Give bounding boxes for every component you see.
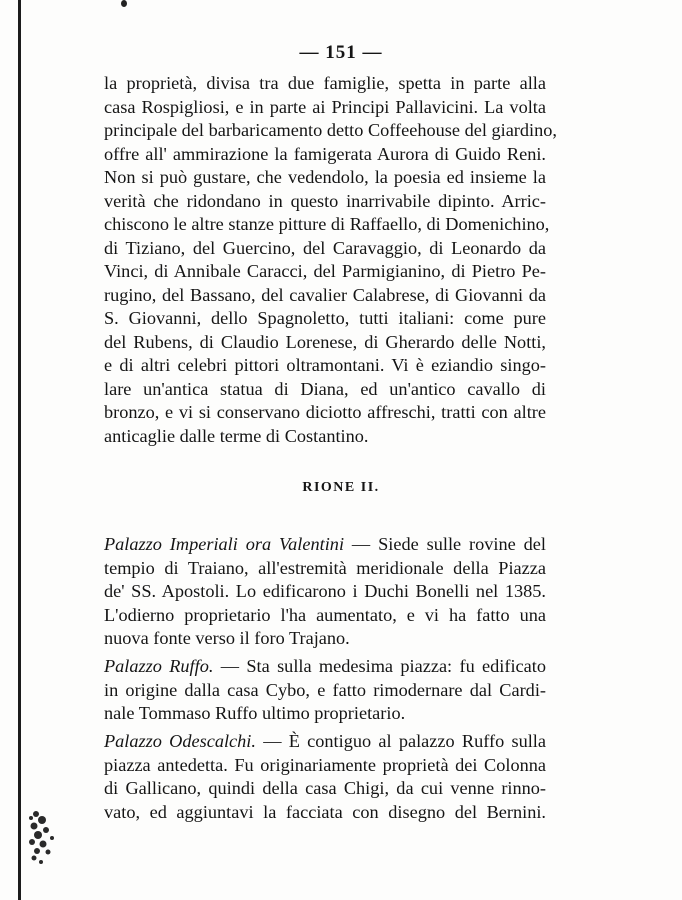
entry-first-line <box>104 730 546 754</box>
entry-title: Palazzo Ruffo. <box>104 656 214 676</box>
section-heading: RIONE II. <box>302 480 380 495</box>
text-line: di Gallicano, quindi della casa Chigi, da cui venne rinno- <box>104 778 546 798</box>
entry-palazzo-imperiali <box>104 533 546 651</box>
text-line: bronzo, e vi si conservano diciotto affreschi, tratti con altre <box>104 402 546 422</box>
text-line: anticaglie dalle terme di Costantino. <box>104 425 369 446</box>
text-line: de' SS. Apostoli. Lo edificarono i Duchi Bonelli nel 1385. <box>104 581 546 601</box>
text-line: piazza antedetta. Fu originariamente proprietà dei Colonna <box>104 754 546 775</box>
text-line: tempio di Traiano, all'estremità meridionale della Piazza <box>104 557 546 578</box>
text-line: principale del barbaricamento detto Coffeehouse del giardino, <box>104 120 557 140</box>
text-line: nuova fonte verso il foro Trajano. <box>104 628 350 648</box>
entry-palazzo-odescalchi <box>104 730 546 824</box>
text-line: offre all' ammirazione la famigerata Aurora di Guido Reni. <box>104 143 546 164</box>
text-line: verità che ridondano in questo inarrivabile dipinto. Arric- <box>104 190 546 211</box>
text-line: nale Tommaso Ruffo ultimo proprietario. <box>104 703 406 723</box>
text-line: S. Giovanni, dello Spagnoletto, tutti italiani: come pure <box>104 308 546 328</box>
intro-paragraph <box>104 72 557 448</box>
entry-text: — Siede sulle rovine del <box>344 534 546 554</box>
text-line: casa Rospigliosi, e in parte ai Principi Pallavicini. La volta <box>104 96 546 117</box>
entry-title: Palazzo Imperiali ora Valentini <box>104 534 345 554</box>
text-line: vato, ed aggiuntavi la facciata con disegno del Bernini. <box>104 801 546 822</box>
text-line: Non si può gustare, che vedendolo, la poesia ed insieme la <box>104 167 546 187</box>
text-line: L'odierno proprietario l'ha aumentato, e vi ha fatto una <box>104 604 546 625</box>
text-line: la proprietà, divisa tra due famiglie, spetta in parte alla <box>104 73 546 93</box>
entry-palazzo-ruffo <box>104 655 546 726</box>
text-line: in origine dalla casa Cybo, e fatto rimodernare dal Cardi- <box>104 679 546 700</box>
entry-first-line <box>104 533 546 557</box>
ink-speck <box>121 0 127 7</box>
binding-edge-line <box>18 0 21 900</box>
entry-text: — È contiguo al palazzo Ruffo sulla <box>255 731 546 751</box>
entry-text: — Sta sulla medesima piazza: fu edificato <box>213 656 546 676</box>
page-number: — 151 — <box>299 42 383 63</box>
ink-stain <box>28 808 68 870</box>
text-line: del Rubens, di Claudio Lorenese, di Gherardo delle Notti, <box>104 331 546 352</box>
text-line: Vinci, di Annibale Caracci, del Parmigianino, di Pietro Pe- <box>104 261 546 281</box>
entry-title: Palazzo Odescalchi. <box>104 731 256 751</box>
text-line: rugino, del Bassano, del cavalier Calabrese, di Giovanni da <box>104 284 546 305</box>
text-line: lare un'antica statua di Diana, ed un'antico cavallo di <box>104 378 546 399</box>
text-line: e di altri celebri pittori oltramontani. Vi è eziandio singo- <box>104 355 546 375</box>
text-line: chiscono le altre stanze pitture di Raffaello, di Domenichino, <box>104 214 550 234</box>
entry-first-line <box>104 655 546 679</box>
text-line: di Tiziano, del Guercino, del Caravaggio, di Leonardo da <box>104 237 546 258</box>
